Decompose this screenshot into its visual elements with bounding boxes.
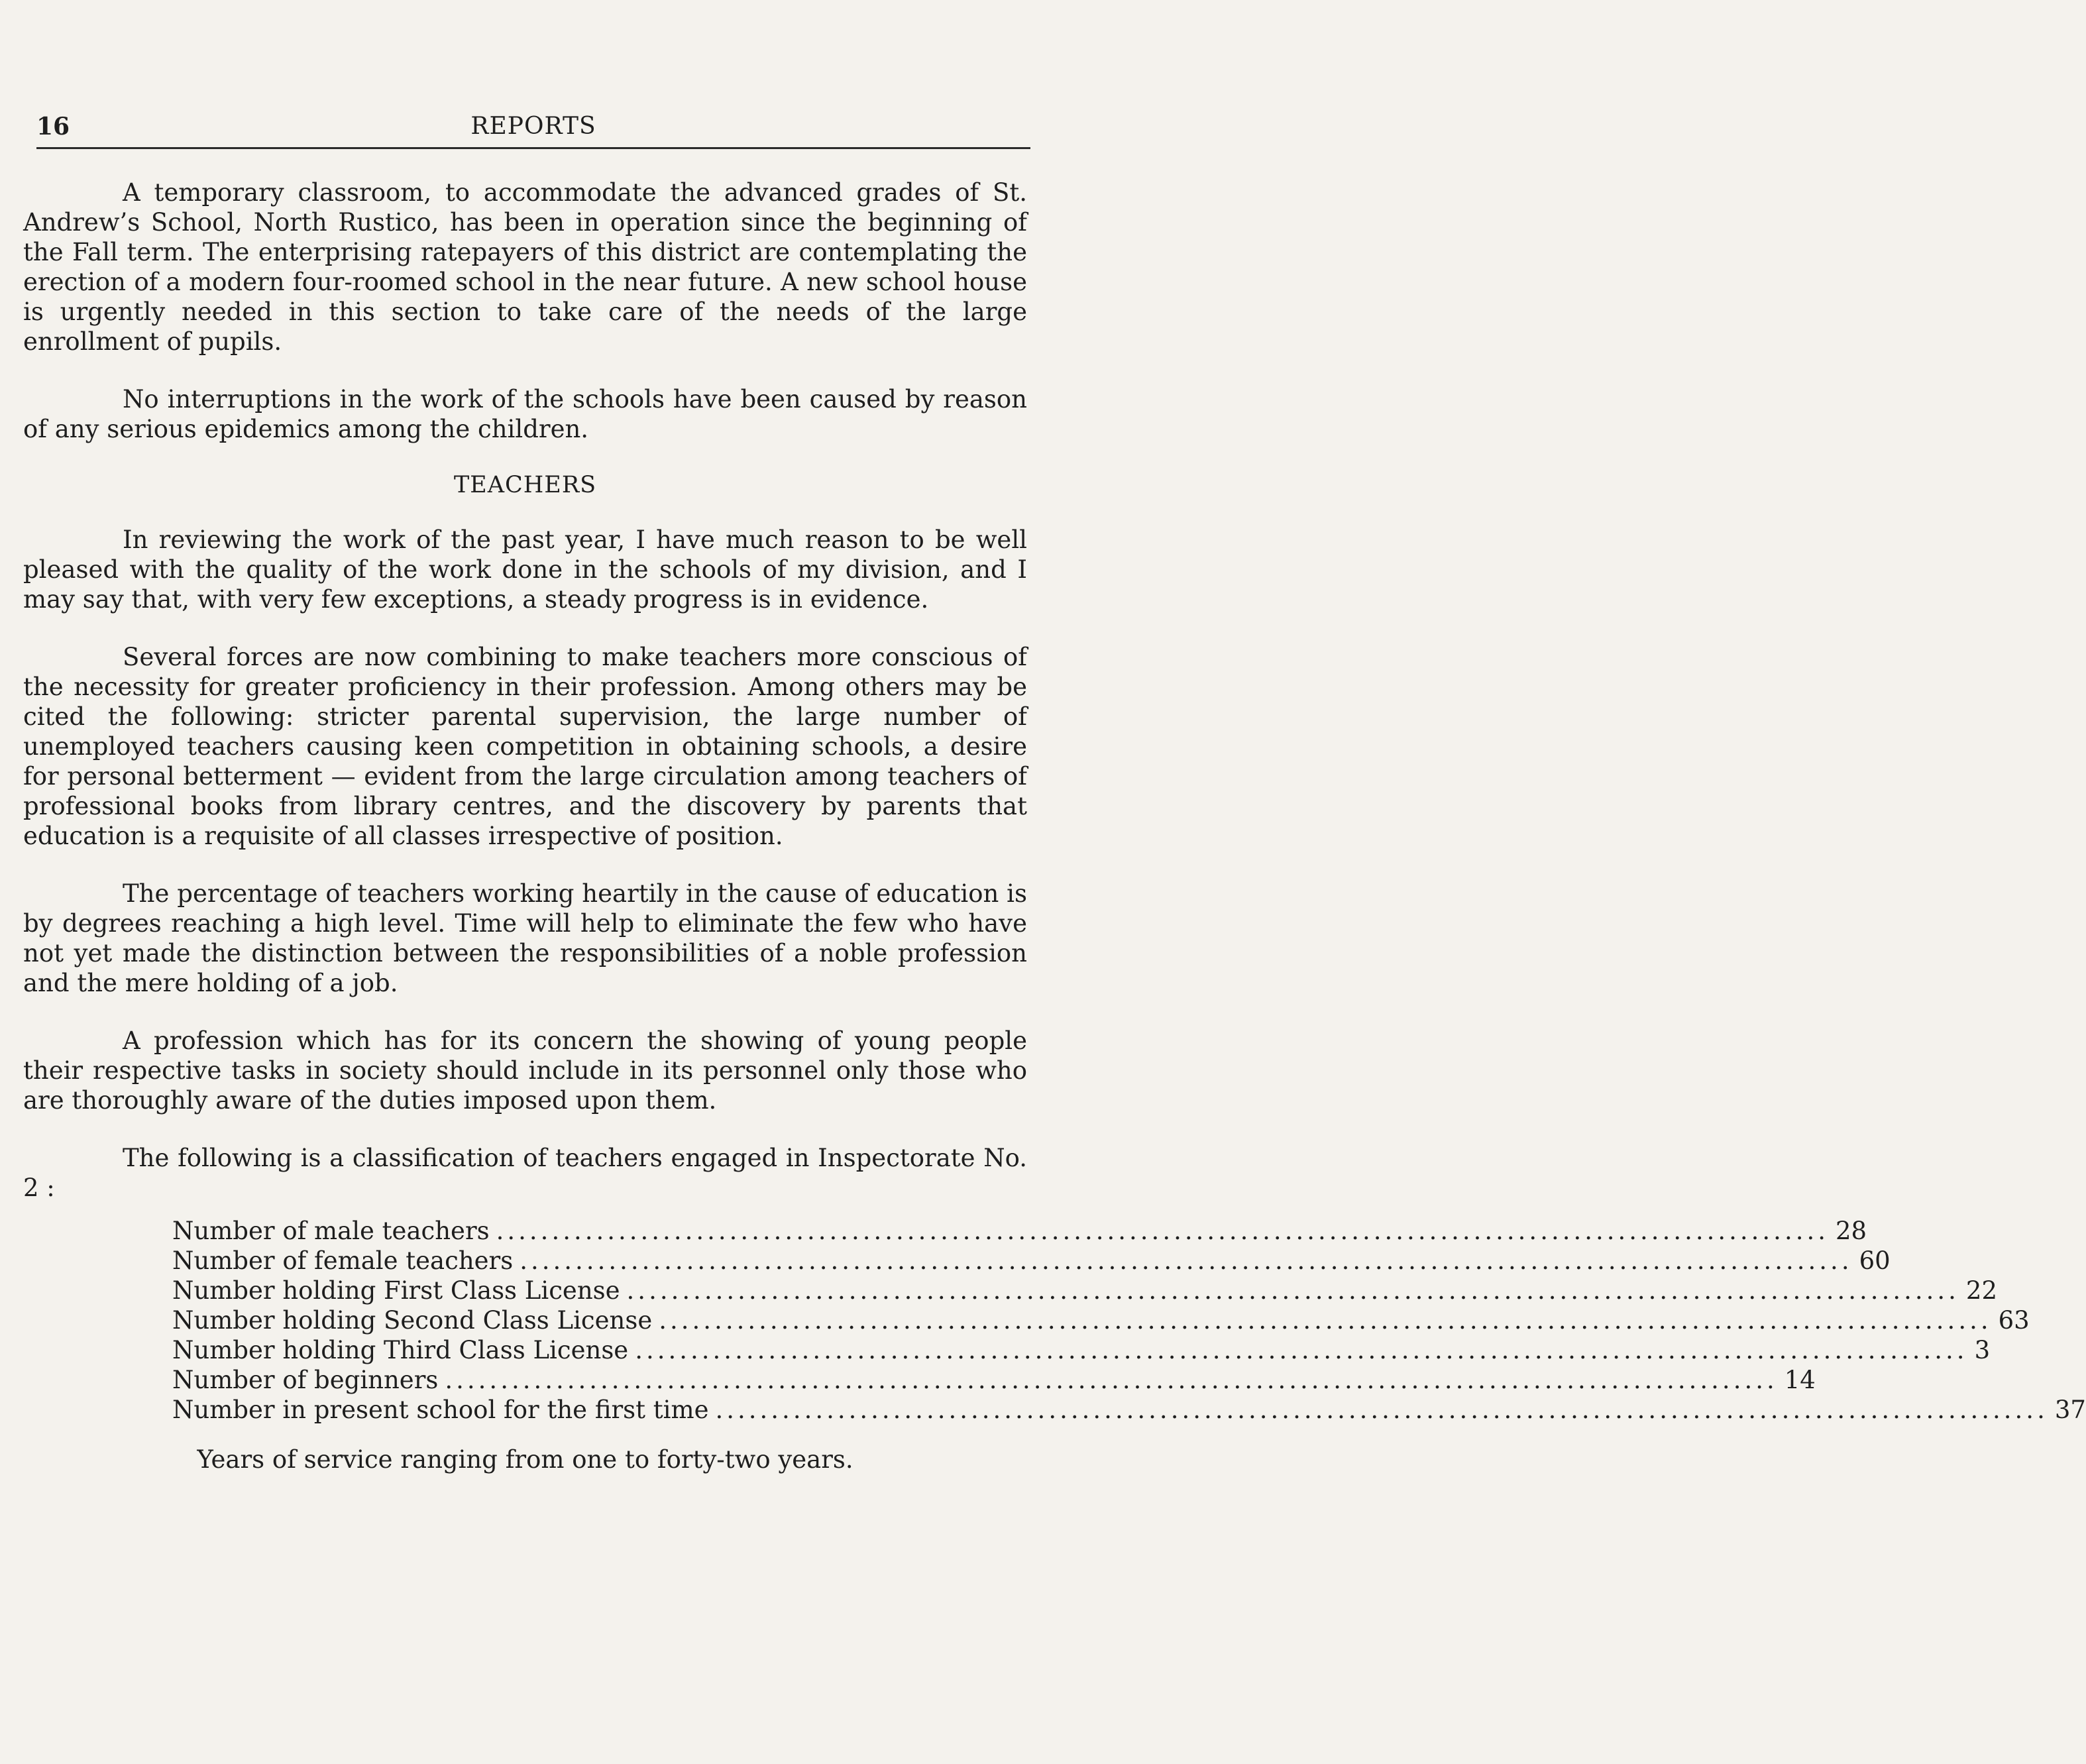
stat-value: 22 — [1965, 1276, 1997, 1305]
page-header — [36, 113, 1030, 147]
body-text — [23, 178, 2086, 1474]
list-item — [172, 1335, 1991, 1365]
leader-dots: ........................................................................................................................ — [635, 1336, 1968, 1364]
paragraph-several-forces: Several forces are now combining to make teachers more conscious of the necessity for greater proficiency in their profession. Among others may be cited the following: stricter parental supervision, the large number of unemployed teachers causing keen competition in obtaining schools, a desire for personal betterment — evident from the large circulation among teachers of professional books from library centres, and the discovery by parents that education is a requisite of all classes irrespective of position. — [23, 643, 1027, 850]
stat-value: 3 — [1974, 1336, 1991, 1364]
stat-label: Number in present school for the first time — [172, 1396, 709, 1424]
list-item — [172, 1246, 1891, 1276]
list-item — [172, 1305, 2030, 1335]
list-item — [172, 1365, 1816, 1395]
paragraph-no-interruptions: No interruptions in the work of the schools have been caused by reason of any serious epidemics among the children. — [23, 385, 1027, 443]
stat-label: Number holding Third Class License — [172, 1336, 629, 1364]
leader-dots: ........................................................................................................................ — [626, 1276, 1959, 1305]
stat-label: Number of beginners — [172, 1366, 439, 1394]
leader-dots: ........................................................................................................................ — [445, 1366, 1778, 1394]
stat-value: 37 — [2054, 1396, 2086, 1424]
stat-label: Number of male teachers — [172, 1217, 490, 1245]
stat-label: Number holding First Class License — [172, 1276, 620, 1305]
stat-label: Number holding Second Class License — [172, 1306, 653, 1335]
list-item — [172, 1395, 2086, 1425]
closing-line: Years of service ranging from one to forty-two years. — [197, 1445, 853, 1474]
paragraph-percentage-of-teachers: The percentage of teachers working heartily in the cause of education is by degrees reaching a high level. Time will help to eliminate the few who have not yet made the distinction between the responsibilities of a noble profession and the mere holding of a job. — [23, 879, 1027, 997]
leader-dots: ........................................................................................................................ — [520, 1246, 1853, 1275]
teacher-classification-list — [172, 1216, 2086, 1425]
header-rule — [36, 147, 1030, 149]
stat-label: Number of female teachers — [172, 1246, 514, 1275]
leader-dots: ........................................................................................................................ — [659, 1306, 1992, 1335]
leader-dots: ........................................................................................................................ — [496, 1217, 1829, 1245]
leader-dots: ........................................................................................................................ — [715, 1396, 2048, 1424]
section-heading-teachers: TEACHERS — [453, 472, 597, 498]
stat-value: 63 — [1998, 1306, 2030, 1335]
paragraph-classification-intro: The following is a classification of teachers engaged in Inspectorate No. 2 : — [23, 1144, 1027, 1202]
stat-value: 14 — [1784, 1366, 1816, 1394]
paragraph-reviewing-work: In reviewing the work of the past year, I have much reason to be well pleased with the quality of the work done in the schools of my division, and I may say that, with very few exceptions, a steady progress is in evidence. — [23, 525, 1027, 614]
paragraph-profession-concern: A profession which has for its concern the showing of young people their respective tasks in society should include in its personnel only those who are thoroughly aware of the duties imposed upon them. — [23, 1026, 1027, 1115]
paragraph-temporary-classroom: A temporary classroom, to accommodate the advanced grades of St. Andrew’s School, North Rustico, has been in operation since the beginning of the Fall term. The enterprising ratepayers of this district are contemplating the erection of a modern four-roomed school in the near future. A new school house is urgently needed in this section to take care of the needs of the large enrollment of pupils. — [23, 178, 1027, 356]
page-number: 16 — [36, 113, 70, 140]
list-item — [172, 1276, 1997, 1305]
list-item — [172, 1216, 1867, 1246]
stat-value: 28 — [1836, 1217, 1867, 1245]
running-head: REPORTS — [470, 113, 596, 140]
stat-value: 60 — [1859, 1246, 1891, 1275]
